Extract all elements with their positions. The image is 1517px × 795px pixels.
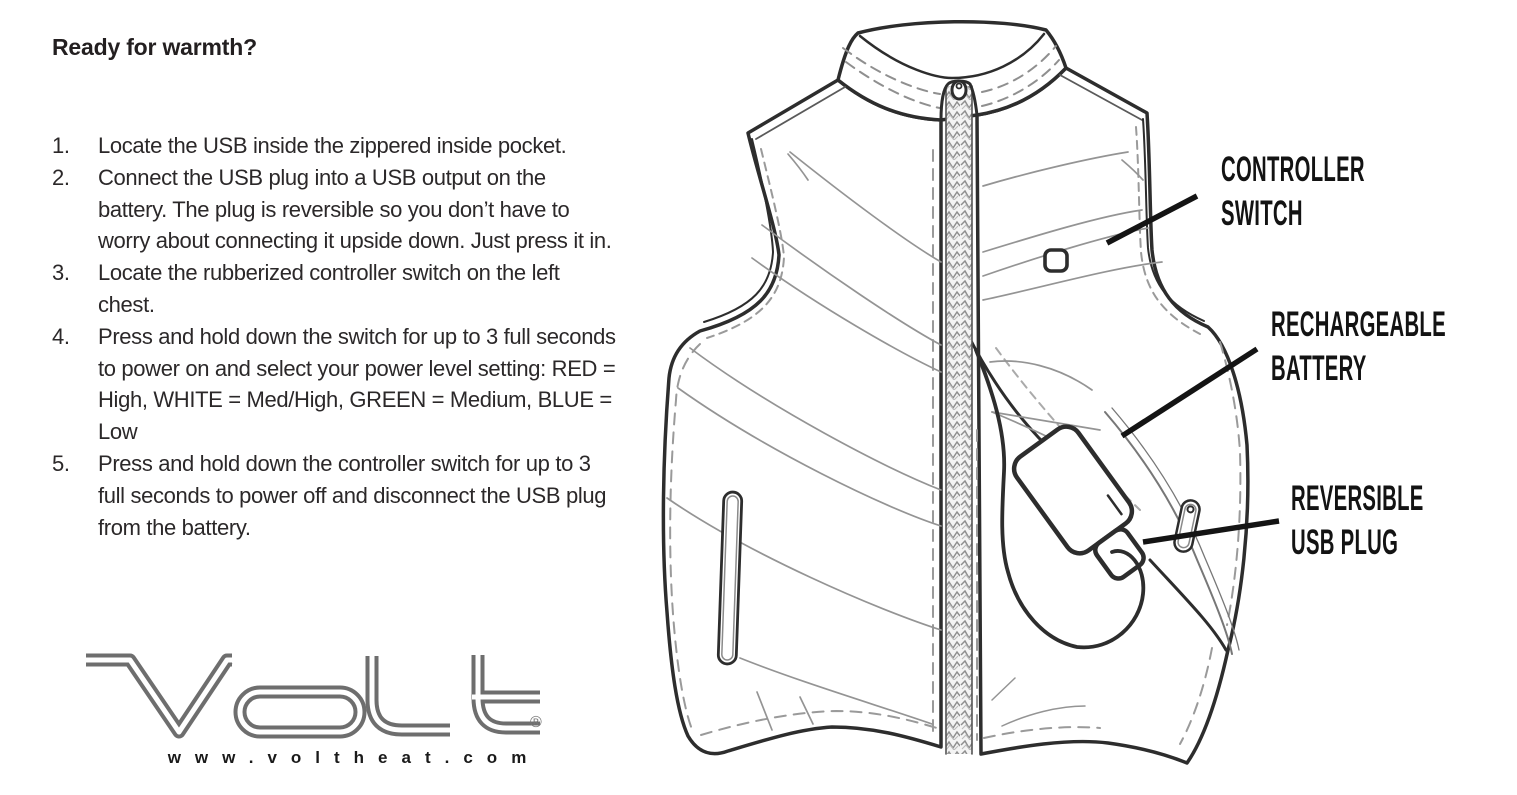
registered-mark: ® [530,714,542,731]
item-number: 3. [52,260,70,286]
item-number: 1. [52,133,70,158]
vest-left-panel [663,80,941,754]
label-reversible-usb-plug [1291,477,1424,565]
label-line: BATTERY [1271,349,1367,388]
volt-logo-icon [84,646,564,746]
controller-switch-shape [1045,250,1067,271]
instruction-item-4 [52,321,627,448]
label-line: REVERSIBLE [1291,479,1424,518]
label-controller-switch [1221,148,1365,236]
vest-diagram [640,0,1517,795]
item-text: Connect the USB plug into a USB output on the battery. The plug is reversible so you don’t have to worry about connecting it upside down. Just press it in. [98,164,612,254]
item-number: 2. [52,164,70,190]
item-text: Press and hold down the controller switch for up to 3 full seconds to power off and disconnect the USB plug from the battery. [98,450,607,540]
label-line: CONTROLLER [1221,150,1365,189]
item-number: 4. [52,323,70,349]
item-text: Locate the rubberized controller switch on the left chest. [98,260,560,317]
instruction-item-3 [52,257,627,321]
label-line: RECHARGEABLE [1271,305,1446,344]
item-text: Press and hold down the switch for up to 3 full seconds to power on and select your power level setting: RED = High, WHITE = Med/High, GREEN = Medium, BLUE = Low [98,323,616,445]
item-number: 5. [52,450,70,476]
page-title: Ready for warmth? [52,34,257,60]
label-line: SWITCH [1221,194,1303,233]
instruction-item-1 [52,130,627,162]
instruction-list [52,130,627,543]
instruction-item-2 [52,162,627,257]
label-line: USB PLUG [1291,523,1399,562]
website-url: www.voltheat.com [167,748,541,767]
brand-logo [84,646,584,786]
label-rechargeable-battery [1271,303,1446,391]
vest-illustration [663,22,1279,763]
instruction-item-5 [52,448,627,543]
front-zipper [941,81,977,754]
item-text: Locate the USB inside the zippered inside pocket. [98,133,567,158]
